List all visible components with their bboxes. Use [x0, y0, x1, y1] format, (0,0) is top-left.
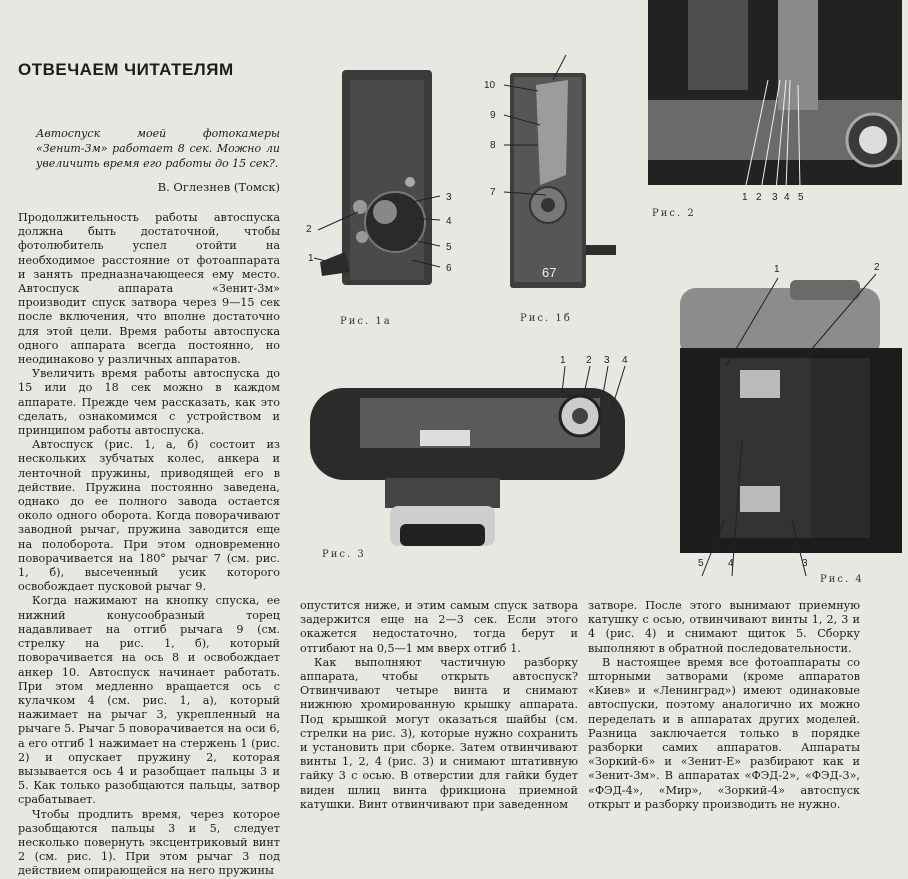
fig1b-label: 10 [484, 80, 496, 91]
fig1b-label: 9 [490, 110, 496, 121]
figure-4-camera-back-open [680, 258, 902, 570]
fig1a-label: 6 [446, 263, 452, 274]
paragraph: Как выполняют частичную разборку аппарата, чтобы открыть автоспуск? Отвинчивают четыре винта и снимают нижнюю хромированную крышку аппарата. Под крышкой могут оказаться шайбы (см. стрелки на рис. 3), которые нужно сохранить и установить при сборке. Затем отвинчивают винты 1, 2, 4 (рис. 3) и снимают штативную гайку 3 с осью. В отверстии для гайки будет виден шлиц винта фрикциона приемной катушки. Винт отвинчивают при заведенном [300, 655, 578, 811]
article-column-2 [300, 599, 578, 833]
fig3-label: 2 [586, 355, 592, 366]
paragraph: затворе. После этого вынимают приемную катушку с осью, отвинчивают винты 1, 2, 3 и 4 (рис. 4) и снимают щиток 5. Сборку выполняют в обратной последовательности. [588, 599, 860, 655]
fig1b-stamp: 67 [542, 265, 557, 280]
fig2-label: 2 [756, 192, 762, 203]
fig1b-label: 7 [490, 187, 496, 198]
author-city: (Томск) [233, 180, 280, 194]
fig4-label: 4 [728, 558, 734, 569]
figure-3-camera-bottom [300, 348, 640, 560]
fig2-caption: Рис. 2 [652, 208, 696, 219]
fig3-label: 4 [622, 355, 628, 366]
paragraph: Продолжительность работы автоспуска должна быть достаточной, чтобы фотолюбитель успел отойти на необходимое расстояние от фотоаппарата и занять предназначающееся ему место. Автоспуск аппарата «Зенит-3м» производит спуск затвора через 9—15 сек после включения, что вполне достаточно для этой цели. Время работы автоспуска одного аппарата всегда постоянно, но неодинаково у различных аппаратов. [18, 211, 280, 367]
fig2-label: 5 [798, 192, 804, 203]
article-column-1 [18, 211, 280, 878]
fig3-label: 3 [604, 355, 610, 366]
fig3-caption: Рис. 3 [322, 549, 366, 560]
fig4-label: 5 [698, 558, 704, 569]
fig2-label: 3 [772, 192, 778, 203]
fig3-label: 1 [560, 355, 566, 366]
fig4-label: 3 [802, 558, 808, 569]
paragraph: опустится ниже, и этим самым спуск затвора задержится еще на 2—3 сек. Если этого окажется недостаточно, тогда берут и отгибают на 0,5—1 мм вверх отгиб 1. [300, 599, 578, 655]
page-title: ОТВЕЧАЕМ ЧИТАТЕЛЯМ [18, 60, 234, 79]
fig1a-label: 1 [308, 253, 314, 264]
fig1a-label: 5 [446, 242, 452, 253]
fig1b-caption: Рис. 1б [520, 313, 572, 324]
fig4-caption: Рис. 4 [820, 574, 864, 585]
fig1a-caption: Рис. 1а [340, 316, 392, 327]
fig2-label: 1 [742, 192, 748, 203]
author-signature [140, 180, 280, 194]
reader-question: Автоспуск моей фотокамеры «Зенит-3м» работает 8 сек. Можно ли увеличить время его работы до 15 сек?. [36, 127, 280, 170]
paragraph: В настоящее время все фотоаппараты со шторными затворами (кроме аппаратов «Киев» и «Ленинград») имеют одинаковые автоспуски, поэтому аналогично их можно переделать и в аппаратах других моделей. Разница заключается только в порядке разборки самих аппаратов. Аппараты «Зоркий-6» и «Зенит-Е» разбирают как и «Зенит-3м». В аппаратах «ФЭД-2», «ФЭД-3», «ФЭД-4», «Мир», «Зоркий-4» автоспуск открыт и разборку производить не нужно. [588, 655, 860, 811]
article-column-3 [588, 599, 860, 837]
fig4-label: 1 [774, 264, 780, 275]
paragraph: Чтобы продлить время, через которое разобщаются пальцы 3 и 5, следует несколько повернуть эксцентриковый винт 2 (см. рис. 1). При этом рычаг 3 под действием опирающейся на него пружины [18, 807, 280, 878]
fig2-label: 4 [784, 192, 790, 203]
paragraph: Когда нажимают на кнопку спуска, ее нижний конусообразный торец надавливает на отгиб рычага 9 (см. стрелку на рис. 1, б), который поворачивается на ось 8 и освобождает анкер 10. Автоспуск начинает работать. При этом медленно вращается ось с кулачком 4 (см. рис. 1, а), который нажимает на рычаг 3, укрепленный на рычаге 5. Рычаг 5 поворачивается на оси 6, а его отгиб 1 нажимает на стержень 1 (рис. 2) и опускает пружину 2, которая вызывается ось 4 и разобщает пальцы 3 и 5. Как только разобщаются пальцы, затвор срабатывает. [18, 594, 280, 807]
fig1a-label: 4 [446, 216, 452, 227]
paragraph: Увеличить время работы автоспуска до 15 или до 18 сек можно в каждом аппарате. Прежде чем рассказать, как это сделать, ознакомимся с устройством и принципом работы автоспуска. [18, 367, 280, 438]
figure-1a-self-timer-front [300, 62, 470, 297]
figure-2-shutter-mechanism [648, 0, 902, 203]
fig1a-label: 2 [306, 224, 312, 235]
figure-1b-self-timer-back [478, 55, 638, 295]
fig1b-label: 8 [490, 140, 496, 151]
paragraph: Автоспуск (рис. 1, а, б) состоит из нескольких зубчатых колес, анкера и ленточной пружины, приводящей его в действие. Пружина постоянно заведена, однако до ее полного завода остается около одного оборота. Когда поворачивают заводной рычаг, пружина заводится еще на полоборота. При этом одновременно поворачивается на 180° рычаг 7 (см. рис. 1, б), высеченный усик которого освобождает пусковой рычаг 9. [18, 438, 280, 594]
fig4-label: 2 [874, 262, 880, 273]
author-name: В. Оглезнев [157, 180, 231, 194]
fig1a-label: 3 [446, 192, 452, 203]
